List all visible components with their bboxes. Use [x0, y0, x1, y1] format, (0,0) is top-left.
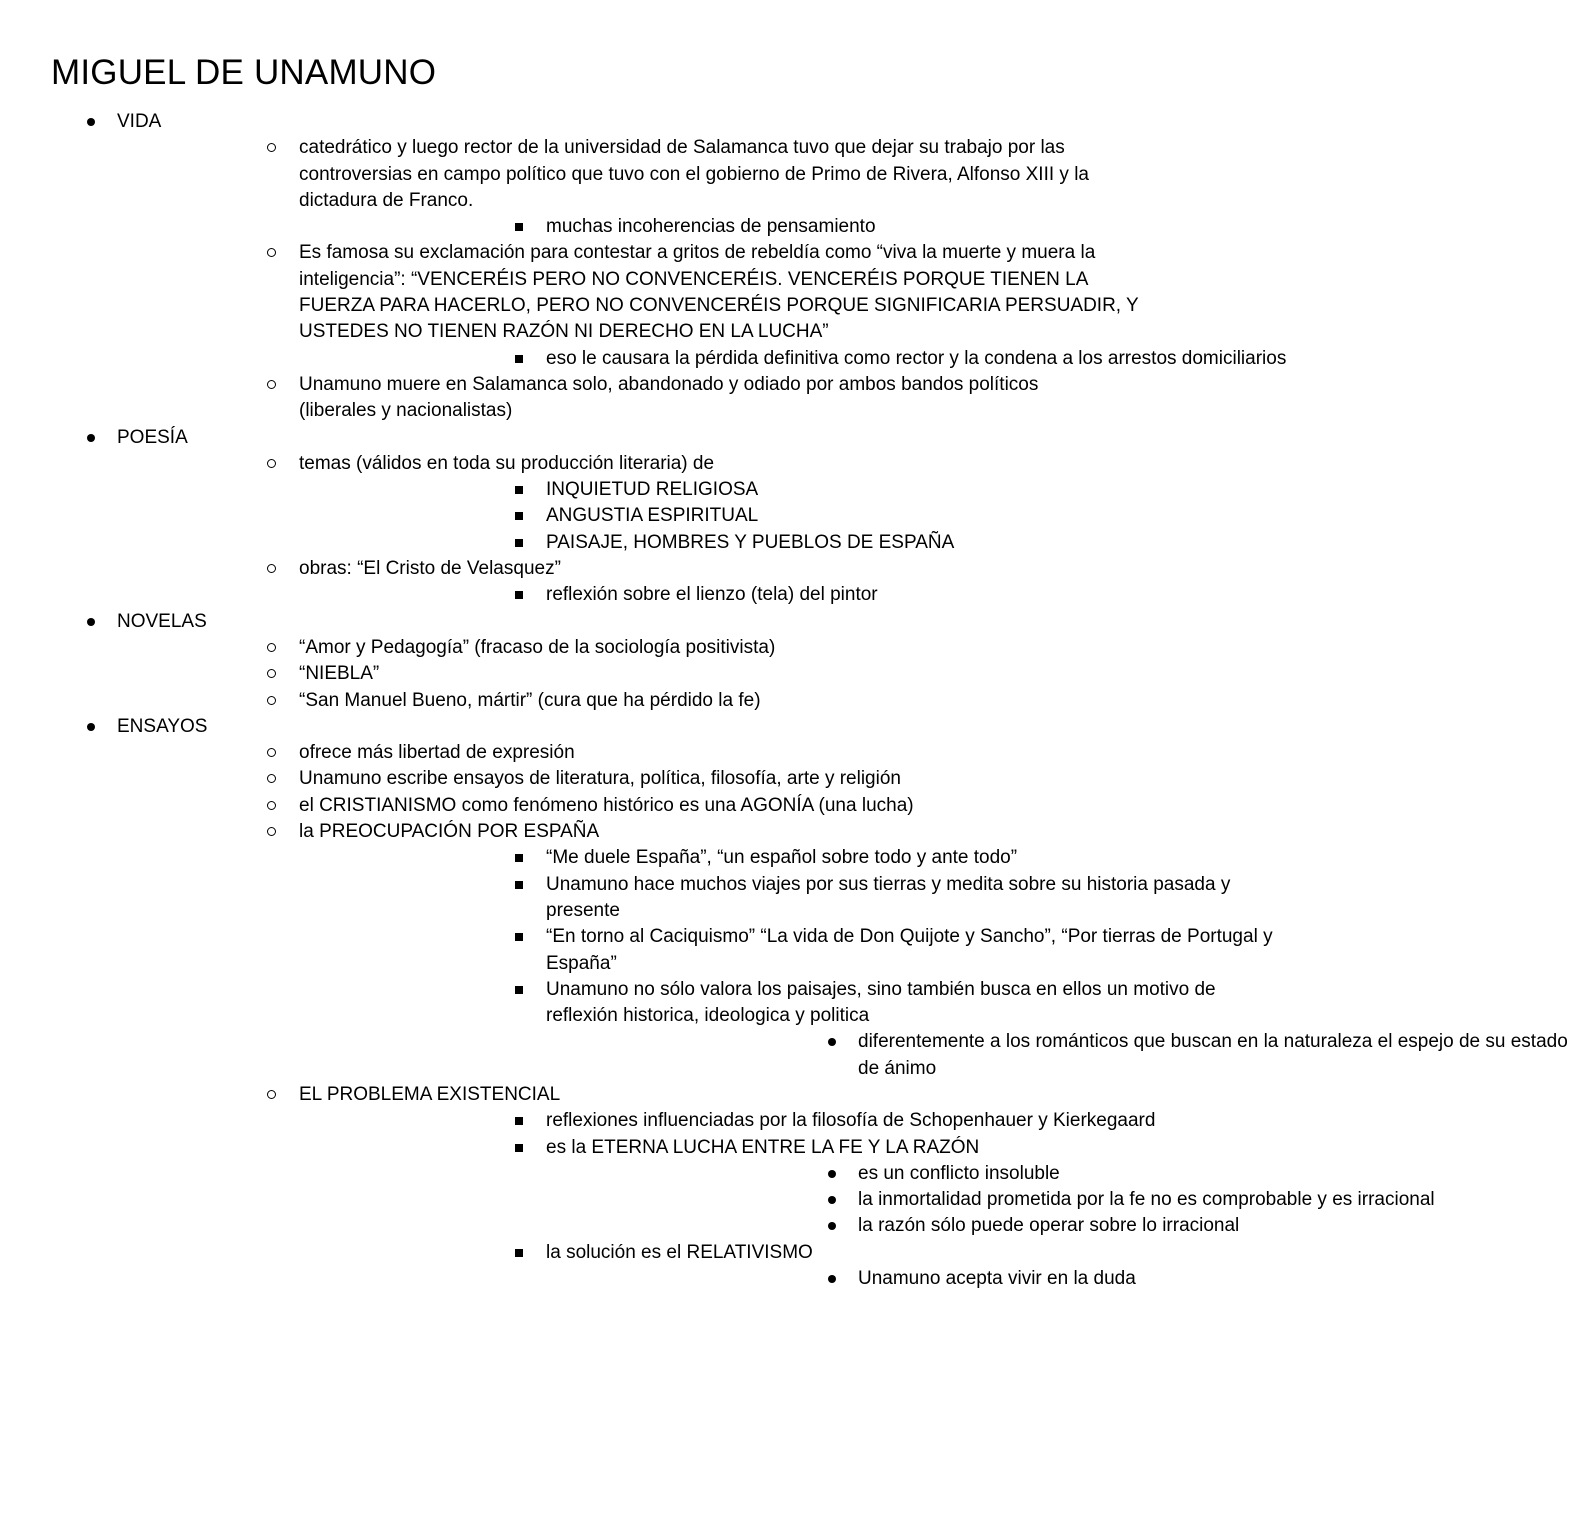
list-item	[299, 530, 1080, 556]
list-item	[299, 582, 1080, 608]
list-item-text: Unamuno hace muchos viajes por sus tierras y medita sobre su historia pasada y presente	[546, 873, 1231, 921]
sublist	[299, 845, 1568, 1082]
bullet-disc-icon	[84, 425, 98, 451]
bullet-square-icon	[512, 477, 526, 503]
document-title: MIGUEL DE UNAMUNO	[51, 53, 437, 92]
list-item	[299, 346, 1287, 372]
list-item	[299, 872, 1231, 925]
list-item-text: Unamuno no sólo valora los paisajes, sino también busca en ellos un motivo de reflexión historica, ideologica y politica	[546, 978, 1216, 1027]
bullet-disc-icon	[84, 714, 98, 740]
list-item	[117, 556, 1080, 609]
list-item-text: la solución es el RELATIVISMO	[546, 1241, 813, 1263]
bullet-square-icon	[512, 977, 526, 1003]
sublist	[546, 1029, 1568, 1082]
bullet-disc-icon	[825, 1161, 839, 1187]
section-heading: POESÍA	[117, 426, 188, 448]
list-item	[299, 1135, 1435, 1240]
bullet-square-icon	[512, 845, 526, 871]
list-item	[546, 1213, 1240, 1239]
list-item-text: Unamuno escribe ensayos de literatura, política, filosofía, arte y religión	[299, 768, 901, 790]
sublist	[299, 477, 1080, 556]
bullet-circle-icon	[265, 635, 279, 661]
list-item-text: la PREOCUPACIÓN POR ESPAÑA	[299, 821, 600, 843]
list-item-text: Unamuno muere en Salamanca solo, abandonado y odiado por ambos bandos políticos (liberales y nacionalistas)	[299, 373, 1039, 422]
bullet-disc-icon	[825, 1266, 839, 1292]
bullet-square-icon	[512, 872, 526, 898]
section-heading: NOVELAS	[117, 610, 207, 632]
bullet-square-icon	[512, 530, 526, 556]
list-item-text: ANGUSTIA ESPIRITUAL	[546, 505, 759, 527]
bullet-disc-icon	[825, 1187, 839, 1213]
list-item-text: es la ETERNA LUCHA ENTRE LA FE Y LA RAZÓN	[546, 1136, 980, 1158]
list-item	[546, 1266, 1136, 1292]
list-item	[299, 214, 1080, 240]
list-item	[117, 240, 1287, 371]
list-item	[299, 477, 1080, 503]
list-item	[299, 845, 1080, 871]
list-item-text: “NIEBLA”	[299, 663, 380, 685]
list-item	[299, 977, 1568, 1082]
section-heading: ENSAYOS	[117, 715, 208, 737]
section-heading: VIDA	[117, 111, 162, 132]
list-item	[117, 740, 1080, 766]
list-item-text: “San Manuel Bueno, mártir” (cura que ha pérdido la fe)	[299, 689, 761, 711]
list-item-text: eso le causara la pérdida definitiva como rector y la condena a los arrestos domiciliarios	[546, 347, 1287, 369]
bullet-square-icon	[512, 346, 526, 372]
list-item-text: Unamuno acepta vivir en la duda	[858, 1268, 1136, 1290]
bullet-circle-icon	[265, 1082, 279, 1108]
bullet-circle-icon	[265, 451, 279, 477]
sublist	[117, 740, 1568, 1292]
list-item-text: la inmortalidad prometida por la fe no es comprobable y es irracional	[858, 1189, 1435, 1211]
list-item-text: “En torno al Caciquismo” “La vida de Don Quijote y Sancho”, “Por tierras de Portugal y España”	[546, 926, 1273, 974]
list-item-text: reflexión sobre el lienzo (tela) del pintor	[546, 584, 878, 606]
list-item-text: INQUIETUD RELIGIOSA	[546, 479, 759, 501]
list-item	[117, 688, 1080, 714]
bullet-square-icon	[512, 1240, 526, 1266]
bullet-circle-icon	[265, 135, 279, 161]
bullet-disc-icon	[825, 1213, 839, 1239]
bullet-disc-icon	[825, 1029, 839, 1055]
list-item	[546, 1029, 1568, 1082]
outline-list	[0, 109, 1568, 1292]
list-item	[299, 1240, 1136, 1293]
sublist	[117, 135, 1287, 424]
list-item-text: catedrático y luego rector de la universidad de Salamanca tuvo que dejar su trabajo por las controversias en campo político que tuvo con el gobierno de Primo de Rivera, Alfonso XIII y la dictadura de Franco.	[299, 137, 1089, 211]
list-item	[117, 793, 1080, 819]
sublist	[299, 1108, 1435, 1292]
list-item-text: el CRISTIANISMO como fenómeno histórico es una AGONÍA (una lucha)	[299, 794, 914, 816]
list-item-text: “Me duele España”, “un español sobre todo y ante todo”	[546, 847, 1018, 869]
list-item	[546, 1187, 1435, 1213]
bullet-square-icon	[512, 924, 526, 950]
bullet-square-icon	[512, 214, 526, 240]
bullet-circle-icon	[265, 661, 279, 687]
list-item-text: diferentemente a los románticos que buscan en la naturaleza el espejo de su estado de ánimo	[858, 1031, 1568, 1079]
section-poesia	[0, 425, 1080, 609]
list-item	[117, 661, 1080, 687]
list-item-text: muchas incoherencias de pensamiento	[546, 216, 876, 238]
list-item	[117, 635, 1080, 661]
list-item-text: “Amor y Pedagogía” (fracaso de la sociología positivista)	[299, 636, 776, 658]
sublist	[117, 451, 1080, 609]
bullet-square-icon	[512, 582, 526, 608]
bullet-disc-icon	[84, 609, 98, 635]
sublist	[299, 214, 1080, 240]
bullet-circle-icon	[265, 240, 279, 266]
list-item-text: Es famosa su exclamación para contestar a gritos de rebeldía como “viva la muerte y muera la inteligencia”: “VENCERÉIS PERO NO CONVENCERÉIS. VENCERÉIS PORQUE TIENEN LA FUERZA PARA HACERLO, PERO NO CONVENCERÉIS PORQUE SIGNIFICARIA PERSUADIR, Y USTEDES NO TIENEN RAZÓN NI DERECHO EN LA LUCHA”	[299, 242, 1139, 343]
bullet-circle-icon	[265, 766, 279, 792]
section-ensayos	[0, 714, 1568, 1293]
list-item	[546, 1161, 1080, 1187]
section-vida	[0, 109, 1287, 425]
list-item	[299, 924, 1273, 977]
list-item	[117, 372, 1080, 425]
sublist	[299, 346, 1287, 372]
bullet-circle-icon	[265, 819, 279, 845]
bullet-circle-icon	[265, 793, 279, 819]
list-item	[117, 766, 1080, 792]
list-item	[117, 451, 1080, 556]
bullet-circle-icon	[265, 556, 279, 582]
sublist	[546, 1161, 1435, 1240]
list-item-text: la razón sólo puede operar sobre lo irracional	[858, 1215, 1240, 1237]
list-item	[117, 819, 1568, 1082]
list-item-text: temas (válidos en toda su producción literaria) de	[299, 452, 715, 474]
bullet-disc-icon	[84, 109, 98, 135]
sublist	[299, 582, 1080, 608]
list-item-text: PAISAJE, HOMBRES Y PUEBLOS DE ESPAÑA	[546, 531, 955, 553]
bullet-square-icon	[512, 1135, 526, 1161]
bullet-square-icon	[512, 503, 526, 529]
list-item	[299, 503, 1080, 529]
list-item-text: ofrece más libertad de expresión	[299, 742, 575, 764]
bullet-circle-icon	[265, 740, 279, 766]
list-item	[299, 1108, 1156, 1134]
list-item	[117, 135, 1089, 240]
bullet-circle-icon	[265, 372, 279, 398]
sublist	[546, 1266, 1136, 1292]
list-item-text: EL PROBLEMA EXISTENCIAL	[299, 1083, 561, 1105]
list-item-text: es un conflicto insoluble	[858, 1162, 1060, 1184]
list-item-text: obras: “El Cristo de Velasquez”	[299, 558, 561, 580]
bullet-square-icon	[512, 1108, 526, 1134]
list-item	[117, 1082, 1435, 1292]
bullet-circle-icon	[265, 688, 279, 714]
list-item-text: reflexiones influenciadas por la filosofía de Schopenhauer y Kierkegaard	[546, 1110, 1156, 1132]
section-novelas	[0, 609, 1080, 714]
sublist	[117, 635, 1080, 714]
